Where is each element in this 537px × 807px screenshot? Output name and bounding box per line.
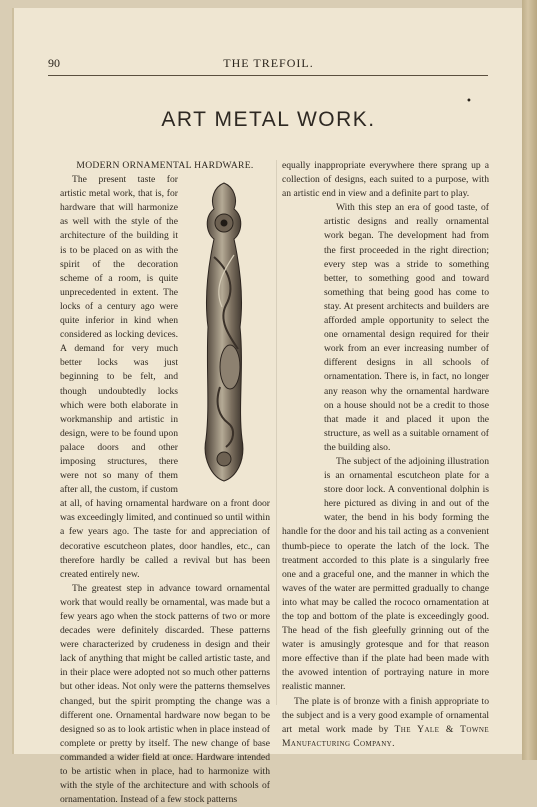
page-speck: • bbox=[466, 96, 472, 107]
article-title: ART METAL WORK. bbox=[161, 108, 376, 131]
right-paragraph-4 bbox=[282, 695, 489, 751]
maker-name: The Yale & Towne Manufacturing Company. bbox=[282, 723, 489, 749]
right-paragraph-2 bbox=[282, 201, 489, 455]
escutcheon-plate-illustration bbox=[184, 177, 266, 485]
running-title: THE TREFOIL. bbox=[223, 56, 314, 70]
column-gutter bbox=[276, 160, 277, 705]
illustration-wrap-space bbox=[282, 201, 324, 523]
header-rule bbox=[48, 75, 488, 76]
left-column bbox=[60, 159, 270, 807]
right-paragraph-1: equally inappropriate everywhere there sprang up a collection of designs, each suited to a purpose, with an artistic end in view and a definite part to play. bbox=[282, 160, 489, 200]
right-paragraph-3: The subject of the adjoining illustration is an ornamental escutcheon plate for a store door lock. A conventional dolphin is here pictured as diving in and out of the water, the bend in his body forming the handle for the door and his tail acting as a convenient thumb-piece to operate the latch of the lock. The treatment accorded to this plate is a singularly free one and a graceful one, and the manner in which the waves of the water are permitted gradually to change into what may be called the rococo ornamentation at the top and bottom of the plate is exceedingly good. The head of the fish gleefully grinning out of the water is amusingly grotesque and for that reason more effective than if the plate had been made with the avowed intention of portraying nature in more realistic manner. bbox=[282, 455, 489, 693]
section-heading: MODERN ORNAMENTAL HARDWARE. bbox=[76, 160, 254, 171]
right-paragraph-4-text: The plate is of bronze with a finish appropriate to the subject and is a very good example of ornamental art metal work made by bbox=[282, 695, 489, 735]
right-column bbox=[282, 159, 489, 751]
page-number: 90 bbox=[48, 56, 60, 70]
left-paragraph-2: The greatest step in advance toward ornamental work that would really be ornamental, was made but a few years ago when the stock patterns of two or more decades were definitely discarded. These patterns were characterized by crudeness in design and their lack of anything that might be called artistic taste, and in their place were adopted not so much other patterns but other ideas. Not only were the patterns themselves changed, but the spirit prompting the change was a different one. Ornamental hardware now began to be designed so as to look artistic when in place instead of complete or pretty by itself. The new change of base commanded a wider field at once. Hardware intended to be artistic when in place, had to harmonize with with the style of the architecture and with schools of ornamentation. Instead of a few stock patterns bbox=[60, 582, 270, 806]
right-paragraph-2-text: With this step an era of good taste, of artistic designs and really ornamental work began. The development had from the first proceeded in the right direction; every step was a stride to something better, to something good and toward something that being good has come to stay. At present architects and builders are afforded ample opportunity to select the one ornamental design required for their work from an ever increasing number of different designs in all schools of ornamentation. There is, in fact, no longer any reason why the ornamental hardware on a house should not be a credit to those that made it and placed it upon the structure, as well as a suitable ornament of the building also. bbox=[324, 202, 489, 453]
left-paragraph-1: The present taste for artistic metal work, that is, for hardware that will harmonize as well with the style of the architecture of the building it is to be placed on as with the spirit of the decoration scheme of a room, is quite unprecedented in extent. The locks of a century ago were quite inferior in kind when considered as locking devices. A demand for very much better locks was just beginning to be felt, and though undoubtedly locks which were both elaborate in workmanship and artistic in design, were to be found upon palace doors and other imposing structures, there were not so many of them after all, the custom, if custom at all, of having ornamental hardware on a front door was exceedingly limited, and continued so until within a few years ago. The taste for and appreciation of decorative escutcheon plates, door handles, etc., can therefore hardly be called a revival but has been created entirely new. bbox=[60, 174, 270, 580]
